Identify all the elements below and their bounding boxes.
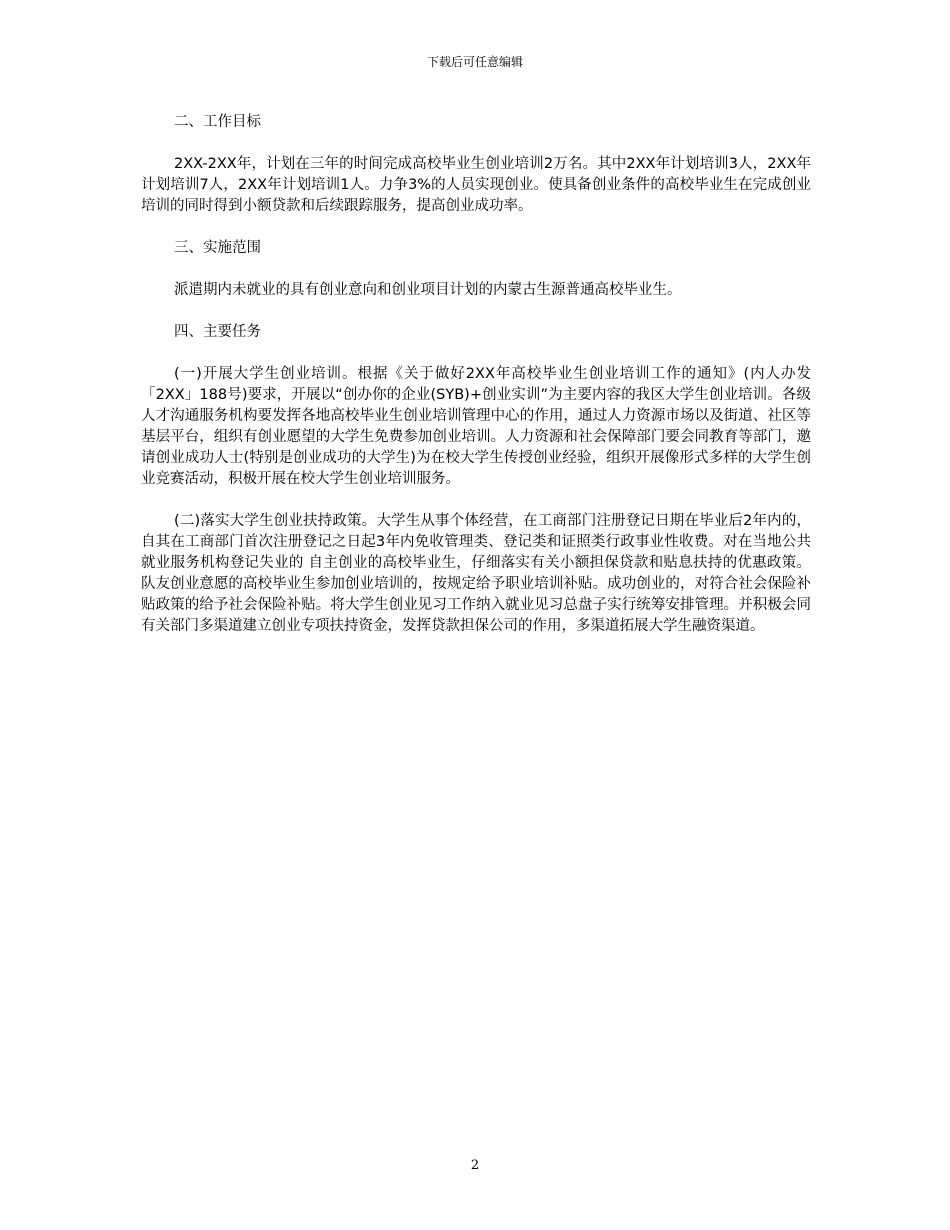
page-number: 2 [470,1158,480,1173]
paragraph-scope: 派遣期内未就业的具有创业意向和创业项目计划的内蒙古生源普通高校毕业生。 [174,282,682,298]
document-body [141,112,811,658]
section-heading-tasks: 四、主要任务 [174,324,261,340]
section-heading-goals: 二、工作目标 [174,114,261,130]
paragraph-task-1: (一)开展大学生创业培训。根据《关于做好2XX年高校毕业生创业培训工作的通知》(内人办发「2XX」188号)要求，开展以“创办你的企业(SYB)+创业实训”为主要内容的我区大学生创业培训。各级人才沟通服务机构要发挥各地高校毕业生创业培训管理中心的作用，通过人力资源市场以及街道、社区等基层平台，组织有创业愿望的大学生免费参加创业培训。人力资源和社会保障部门要会同教育等部门，邀请创业成功人士(特别是创业成功的大学生)为在校大学生传授创业经验，组织开展像形式多样的大学生创业竞赛活动，积极开展在校大学生创业培训服务。 [141,366,811,487]
section-heading-scope: 三、实施范围 [174,240,261,256]
paragraph-goals: 2XX-2XX年，计划在三年的时间完成高校毕业生创业培训2万名。其中2XX年计划培训3人，2XX年计划培训7人，2XX年计划培训1人。力争3%的人员实现创业。使具备创业条件的高校毕业生在完成创业培训的同时得到小额贷款和后续跟踪服务，提高创业成功率。 [141,156,811,214]
paragraph-task-2: (二)落实大学生创业扶持政策。大学生从事个体经营，在工商部门注册登记日期在毕业后2年内的，自其在工商部门首次注册登记之日起3年内免收管理类、登记类和证照类行政事业性收费。对在当地公共就业服务机构登记失业的 自主创业的高校毕业生，仔细落实有关小额担保贷款和贴息扶持的优惠政策。队友创业意愿的高校毕业生参加创业培训的，按规定给予职业培训补贴。成功创业的，对符合社会保险补贴政策的给予社会保险补贴。将大学生创业见习工作纳入就业见习总盘子实行统筹安排管理。并积极会同有关部门多渠道建立创业专项扶持资金，发挥贷款担保公司的作用，多渠道拓展大学生融资渠道。 [141,513,811,634]
page-header: 下载后可任意编辑 [426,55,523,69]
